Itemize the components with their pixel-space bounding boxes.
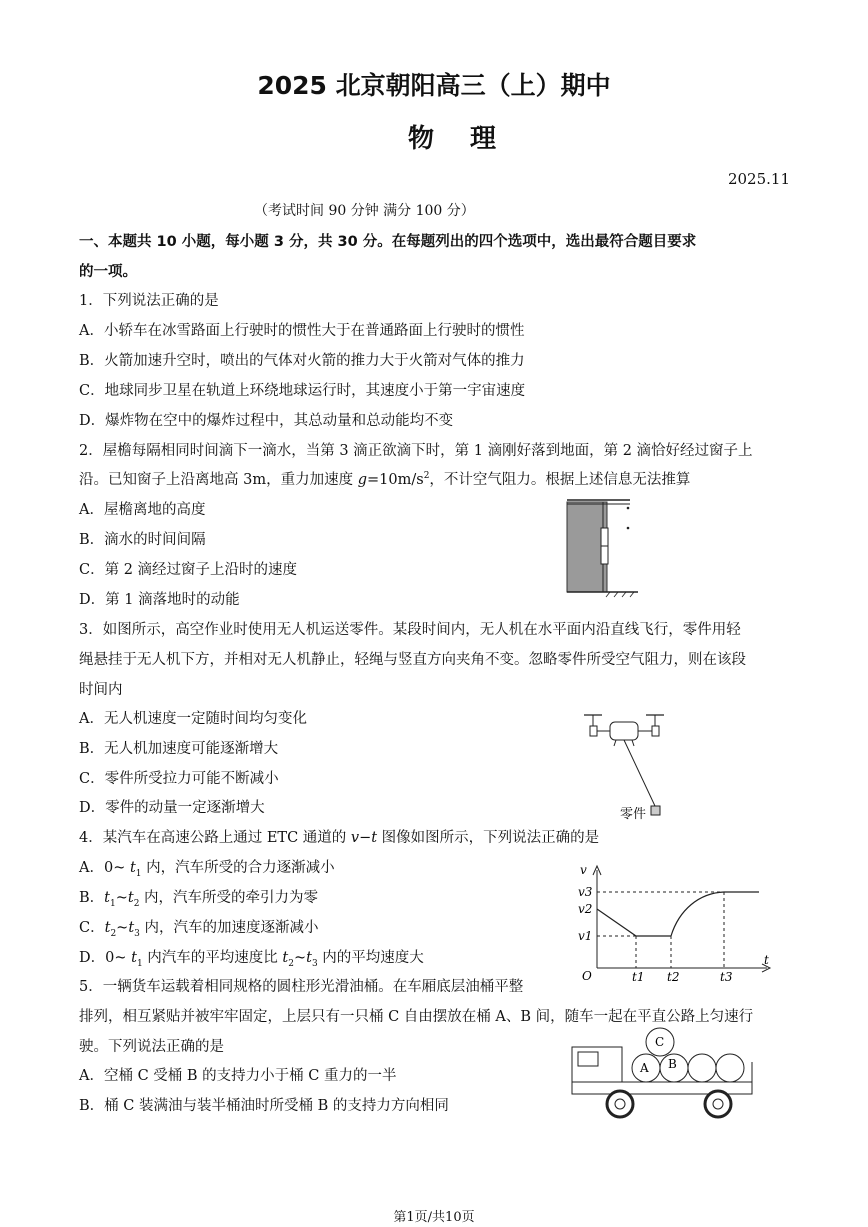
barrel-a-label: A	[640, 1061, 649, 1075]
page-title: 2025 北京朝阳高三（上）期中	[257, 71, 611, 100]
drone-leg	[614, 740, 616, 746]
page-footer: 第1页/共10页	[393, 1210, 475, 1225]
q5-stem-line1: 5．一辆货车运载着相同规格的圆柱形光滑油桶。在车厢底层油桶平整	[79, 979, 524, 995]
q3-stem-line2: 绳悬挂于无人机下方，并相对无人机静止，轻绳与竖直方向夹角不变。忽略零件所受空气阻力，则在该段	[79, 652, 746, 668]
t: A．0~	[79, 860, 130, 876]
exam-date: 2025.11	[727, 170, 790, 188]
q4-stem	[79, 826, 599, 847]
t: t	[104, 920, 111, 936]
q2-text: =10m/s	[367, 472, 424, 488]
rotor-box	[590, 726, 597, 736]
q1-option-d: D．爆炸物在空中的爆炸过程中，其总动量和总动能均不变	[79, 413, 454, 429]
t: 1	[109, 898, 116, 909]
drone-body	[610, 722, 638, 740]
t3-label: t3	[720, 970, 733, 984]
t: t	[128, 920, 135, 936]
q4-option-a	[79, 856, 335, 879]
q5-option-b: B．桶 C 装满油与装半桶油时所受桶 B 的支持力方向相同	[79, 1098, 449, 1114]
v2-label: v2	[578, 902, 593, 916]
t: t	[129, 860, 136, 876]
vt-symbol: v−t	[350, 830, 378, 846]
q1-option-b: B．火箭加速升空时，喷出的气体对火箭的推力大于火箭对气体的推力	[79, 353, 525, 369]
q4-option-b	[79, 886, 318, 909]
t: 内，汽车的加速度逐渐减小	[139, 920, 319, 936]
g-symbol: g	[357, 472, 367, 488]
vt-graph	[574, 860, 774, 985]
q2-text: 沿。已知窗子上沿离地高 3m，重力加速度	[79, 472, 358, 488]
t: 内，汽车所受的牵引力为零	[139, 890, 319, 906]
water-drop	[627, 527, 630, 530]
v1-label: v1	[578, 929, 593, 943]
q2-stem-line2	[79, 468, 690, 489]
front-hub	[615, 1099, 625, 1109]
q2-text: ，不计空气阻力。根据上述信息无法推算	[429, 472, 691, 488]
t: 3	[134, 928, 140, 939]
t: t	[104, 890, 110, 906]
q3-stem-line1: 3．如图所示，高空作业时使用无人机运送零件。某段时间内，无人机在水平面内沿直线飞行，零件用轻	[79, 622, 741, 638]
q3-option-a: A．无人机速度一定随时间均匀变化	[79, 711, 307, 727]
origin-label: O	[582, 969, 592, 983]
t: 内，汽车所受的合力逐渐减小	[141, 860, 335, 876]
t1-label: t1	[632, 970, 645, 984]
water-drop	[627, 507, 630, 510]
q5-stem-line3: 驶。下列说法正确的是	[79, 1039, 224, 1055]
q3-option-c: C．零件所受拉力可能不断减小	[79, 771, 279, 787]
q3-option-d: D．零件的动量一定逐渐增大	[79, 800, 265, 816]
q2-stem-line1: 2．屋檐每隔相同时间滴下一滴水，当第 3 滴正欲滴下时，第 1 滴刚好落到地面，第 2 滴恰好经过窗子上	[79, 443, 753, 459]
t: ~	[116, 920, 129, 936]
t: t	[282, 950, 289, 966]
t: t	[131, 950, 137, 966]
q3-stem-line3: 时间内	[79, 682, 123, 698]
t: ~	[115, 890, 128, 906]
x-axis-label: t	[764, 953, 769, 967]
barrel	[688, 1054, 716, 1082]
q1-option-a: A．小轿车在冰雪路面上行驶时的惯性大于在普通路面上行驶时的惯性	[79, 323, 525, 339]
t: 2	[133, 898, 140, 909]
q3-option-b: B．无人机加速度可能逐渐增大	[79, 741, 279, 757]
t: t	[127, 890, 134, 906]
t: 3	[311, 958, 318, 969]
vt-curve	[597, 892, 759, 936]
q2-option-b: B．滴水的时间间隔	[79, 532, 206, 548]
q4-text: 4．某汽车在高速公路上通过 ETC 通道的	[79, 830, 351, 846]
t: B．	[79, 890, 105, 906]
part-box	[651, 806, 660, 815]
exam-info: （考试时间 90 分钟 满分 100 分）	[254, 203, 475, 219]
barrel-b-label: B	[668, 1057, 677, 1071]
t2-label: t2	[667, 970, 680, 984]
v3-label: v3	[578, 885, 593, 899]
t: 内汽车的平均速度比	[142, 950, 283, 966]
q5-option-a: A．空桶 C 受桶 B 的支持力小于桶 C 重力的一半	[79, 1068, 397, 1084]
cab-window	[578, 1052, 598, 1066]
q1-option-c: C．地球同步卫星在轨道上环绕地球运行时，其速度小于第一宇宙速度	[79, 383, 526, 399]
barrel-c-label: C	[655, 1035, 665, 1049]
q4-option-d	[79, 946, 424, 969]
y-axis-label: v	[580, 863, 587, 877]
subject-title: 物理	[407, 124, 532, 154]
t: C．	[79, 920, 105, 936]
q2-option-d: D．第 1 滴落地时的动能	[79, 592, 240, 608]
t: D．0~	[79, 950, 132, 966]
eave-figure	[560, 490, 640, 600]
t: 内的平均速度大	[317, 950, 424, 966]
rotor-box	[652, 726, 659, 736]
q2-option-a: A．屋檐离地的高度	[79, 502, 206, 518]
q5-stem-line2: 排列，相互紧贴并被牢牢固定，上层只有一只桶 C 自由摆放在桶 A、B 间，随车一起在平直公路上匀速行	[79, 1009, 754, 1025]
t: t	[306, 950, 312, 966]
t: 2	[110, 928, 117, 939]
t: 2	[288, 958, 294, 969]
rear-hub	[713, 1099, 723, 1109]
t: 1	[135, 868, 142, 879]
q4-text: 图像如图所示，下列说法正确的是	[377, 830, 600, 846]
q2-sup: 2	[423, 471, 430, 482]
t: 1	[136, 958, 143, 969]
section-instruction: 一、本题共 10 小题，每小题 3 分，共 30 分。在每题列出的四个选项中，选出最符合题目要求	[79, 234, 697, 250]
section-instruction-cont: 的一项。	[79, 264, 137, 280]
barrel	[716, 1054, 744, 1082]
q2-option-c: C．第 2 滴经过窗子上沿时的速度	[79, 562, 298, 578]
part-label: 零件	[620, 807, 647, 822]
truck-figure	[566, 1022, 766, 1122]
q4-option-c	[79, 916, 319, 939]
q1-stem: 1．下列说法正确的是	[79, 293, 219, 309]
t: ~	[293, 950, 307, 966]
rope	[624, 740, 655, 806]
drone-leg	[632, 740, 634, 746]
